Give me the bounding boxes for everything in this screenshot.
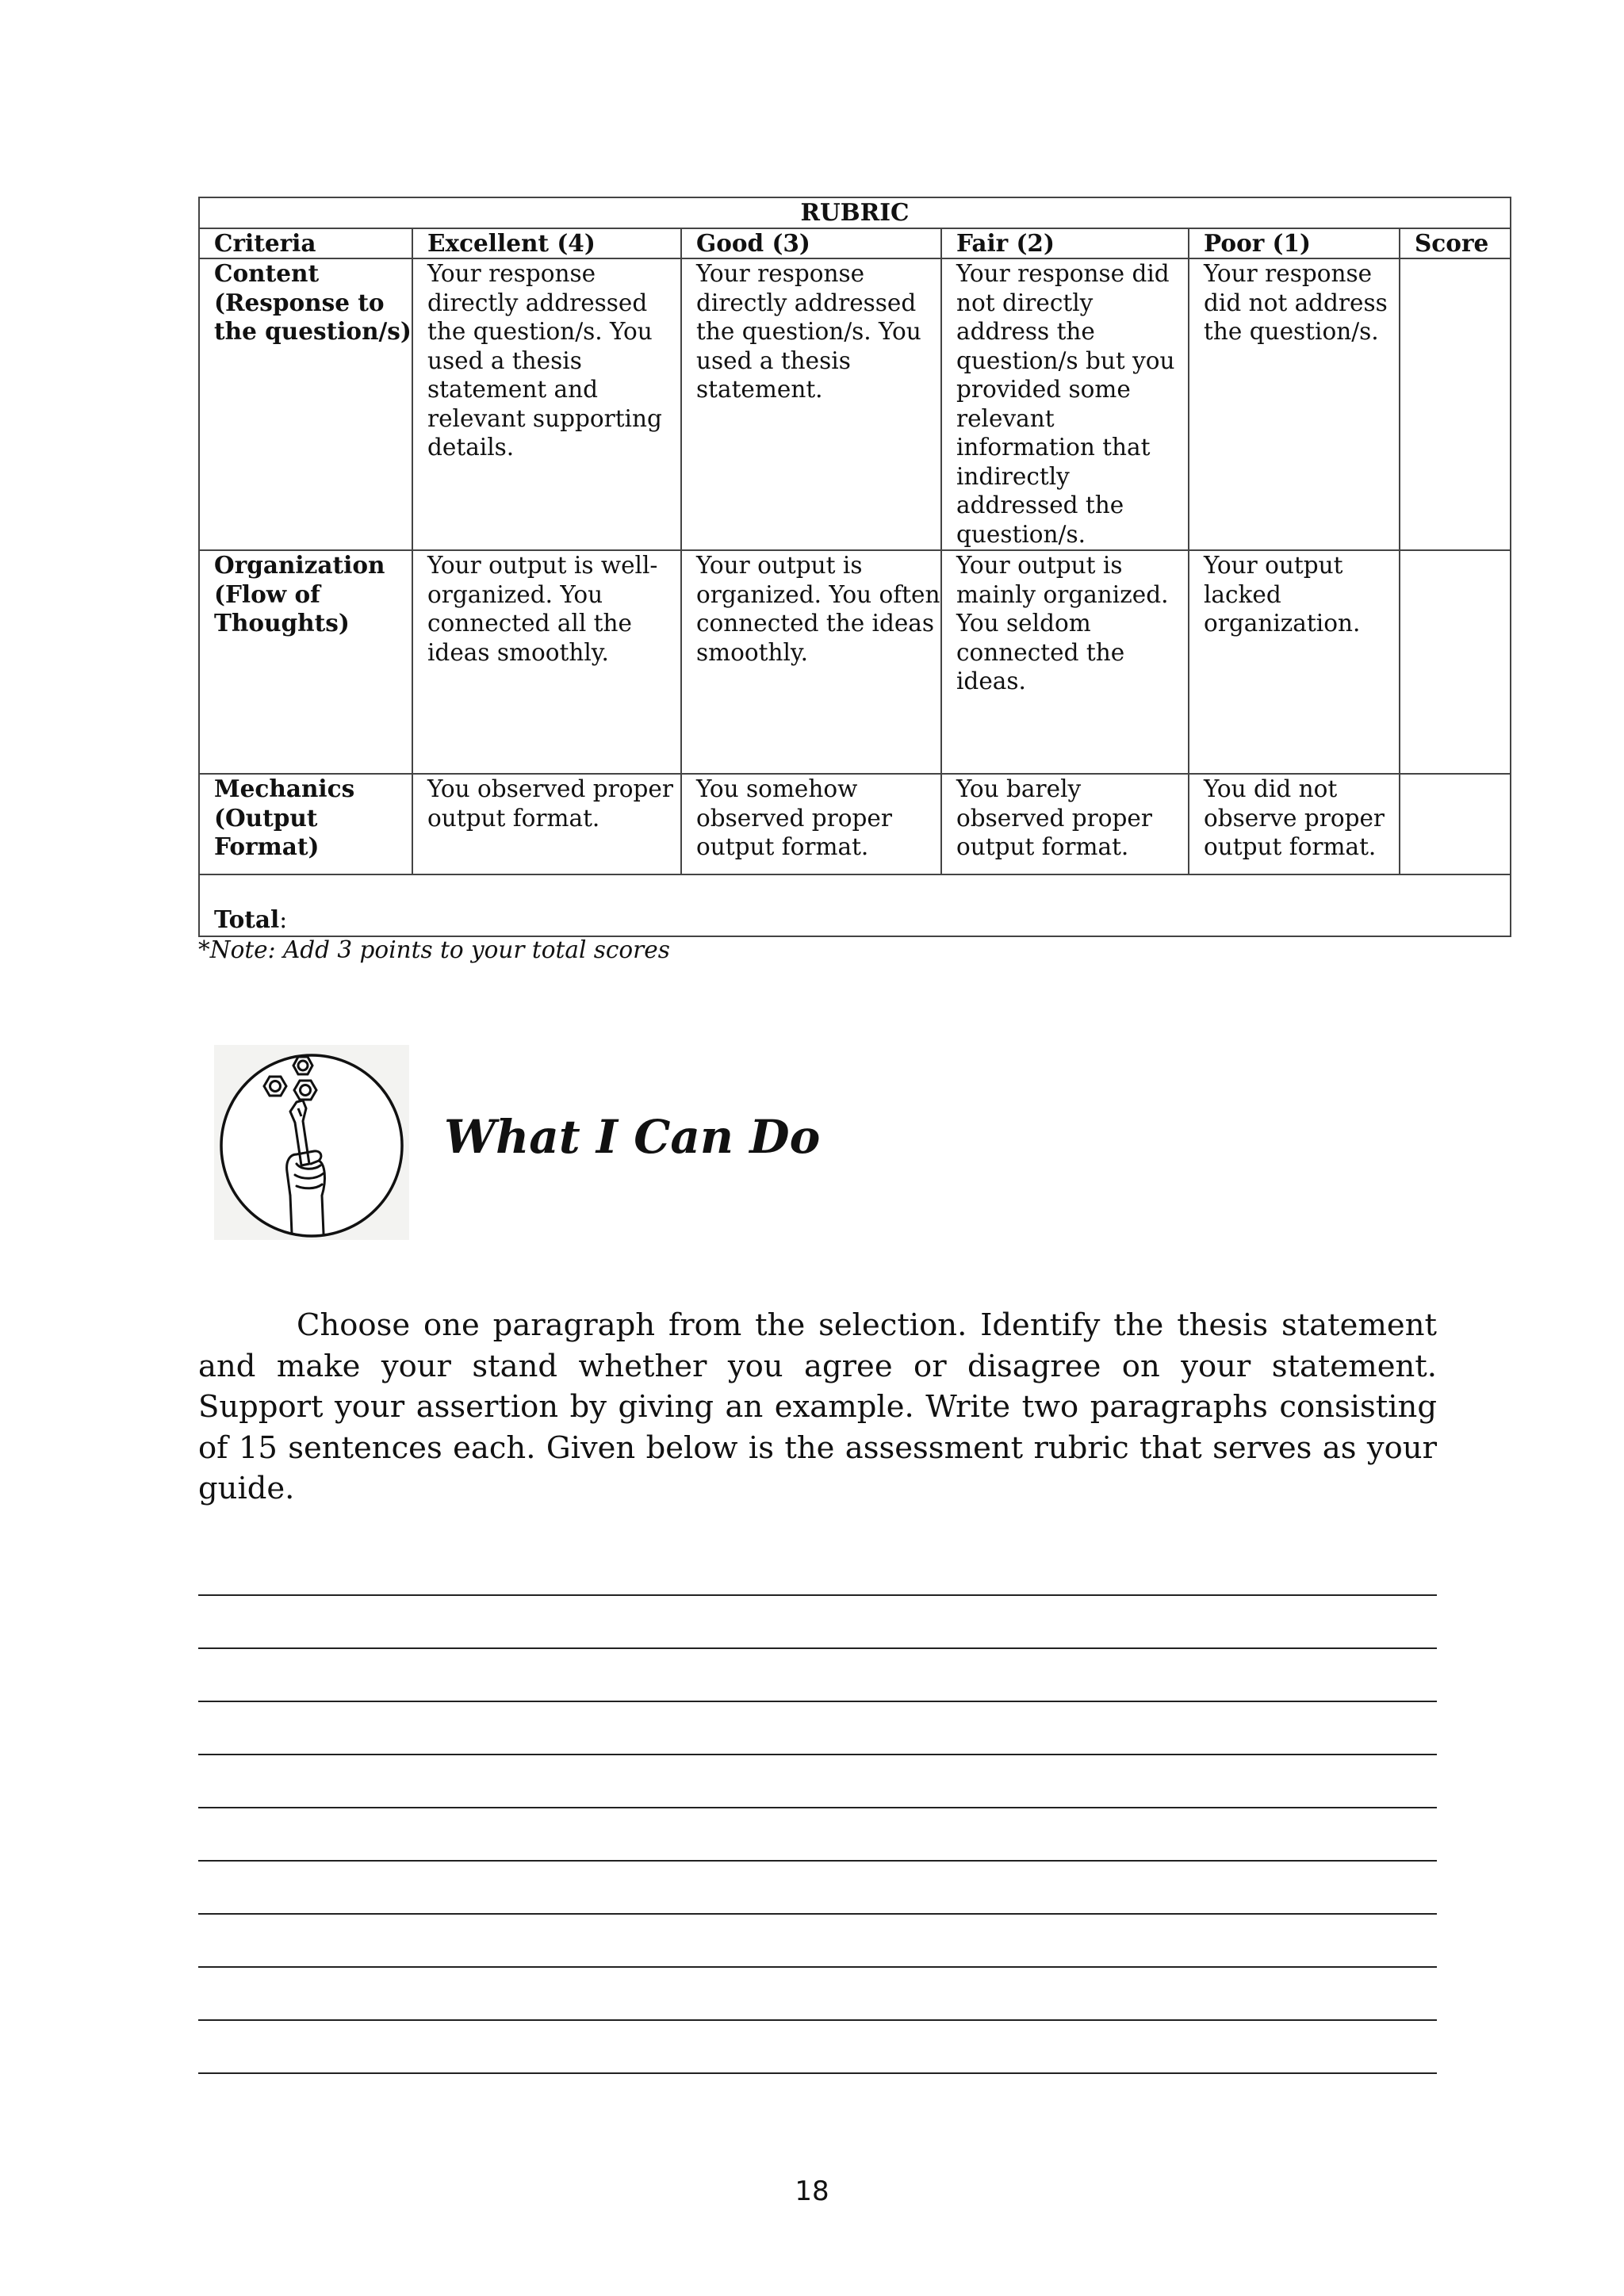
header-excellent: Excellent (4) bbox=[412, 228, 681, 259]
excellent-cell: You observed proper output format. bbox=[412, 774, 681, 874]
instructions-paragraph: Choose one paragraph from the selection. Identify the thesis statement and make your stand whether you agree or disagree on your statement. Support your assertion by giving an example. Write two paragraphs consisting of 15 sentences each. Given below is the assessment rubric that serves as your guide. bbox=[198, 1307, 1437, 1506]
excellent-cell: Your response directly addressed the question/s. You used a thesis statement and relevant supporting details. bbox=[412, 258, 681, 550]
poor-cell: You did not observe proper output format. bbox=[1189, 774, 1400, 874]
poor-cell: Your response did not address the question/s. bbox=[1189, 258, 1400, 550]
table-row bbox=[199, 258, 1511, 550]
rubric-header-row bbox=[199, 228, 1511, 259]
section-title: What I Can Do bbox=[444, 1110, 821, 1164]
header-score: Score bbox=[1400, 228, 1511, 259]
hand-wrench-nuts-icon bbox=[214, 1045, 409, 1240]
answer-line[interactable] bbox=[198, 1966, 1437, 1968]
excellent-cell: Your output is well-organized. You connected all the ideas smoothly. bbox=[412, 550, 681, 774]
total-cell[interactable] bbox=[199, 874, 1511, 936]
answer-line[interactable] bbox=[198, 1754, 1437, 1755]
good-cell: Your output is organized. You often connected the ideas smoothly. bbox=[681, 550, 941, 774]
header-good: Good (3) bbox=[681, 228, 941, 259]
answer-line[interactable] bbox=[198, 2072, 1437, 2074]
header-poor: Poor (1) bbox=[1189, 228, 1400, 259]
page-number: 18 bbox=[795, 2175, 829, 2207]
good-cell: Your response directly addressed the question/s. You used a thesis statement. bbox=[681, 258, 941, 550]
score-cell[interactable] bbox=[1400, 774, 1511, 874]
rubric-title: RUBRIC bbox=[199, 197, 1511, 228]
total-row bbox=[199, 874, 1511, 936]
criteria-cell: Content (Response to the question/s) bbox=[199, 258, 412, 550]
rubric-table bbox=[198, 197, 1511, 937]
rubric-note: *Note: Add 3 points to your total scores bbox=[198, 936, 670, 963]
answer-line[interactable] bbox=[198, 1860, 1437, 1862]
fair-cell: Your response did not directly address the question/s but you provided some relevant information that indirectly addressed the question/s. bbox=[941, 258, 1189, 550]
criteria-cell: Mechanics (Output Format) bbox=[199, 774, 412, 874]
table-row bbox=[199, 550, 1511, 774]
answer-line[interactable] bbox=[198, 1807, 1437, 1808]
fair-cell: Your output is mainly organized. You seldom connected the ideas. bbox=[941, 550, 1189, 774]
total-label: Total bbox=[214, 905, 280, 933]
answer-line[interactable] bbox=[198, 1647, 1437, 1649]
answer-line[interactable] bbox=[198, 2019, 1437, 2021]
header-fair: Fair (2) bbox=[941, 228, 1189, 259]
fair-cell: You barely observed proper output format. bbox=[941, 774, 1189, 874]
score-cell[interactable] bbox=[1400, 550, 1511, 774]
score-cell[interactable] bbox=[1400, 258, 1511, 550]
good-cell: You somehow observed proper output format. bbox=[681, 774, 941, 874]
header-criteria: Criteria bbox=[199, 228, 412, 259]
answer-line[interactable] bbox=[198, 1913, 1437, 1915]
answer-line[interactable] bbox=[198, 1701, 1437, 1702]
total-colon: : bbox=[279, 905, 288, 933]
criteria-cell: Organization (Flow of Thoughts) bbox=[199, 550, 412, 774]
poor-cell: Your output lacked organization. bbox=[1189, 550, 1400, 774]
answer-line[interactable] bbox=[198, 1594, 1437, 1596]
table-row bbox=[199, 774, 1511, 874]
